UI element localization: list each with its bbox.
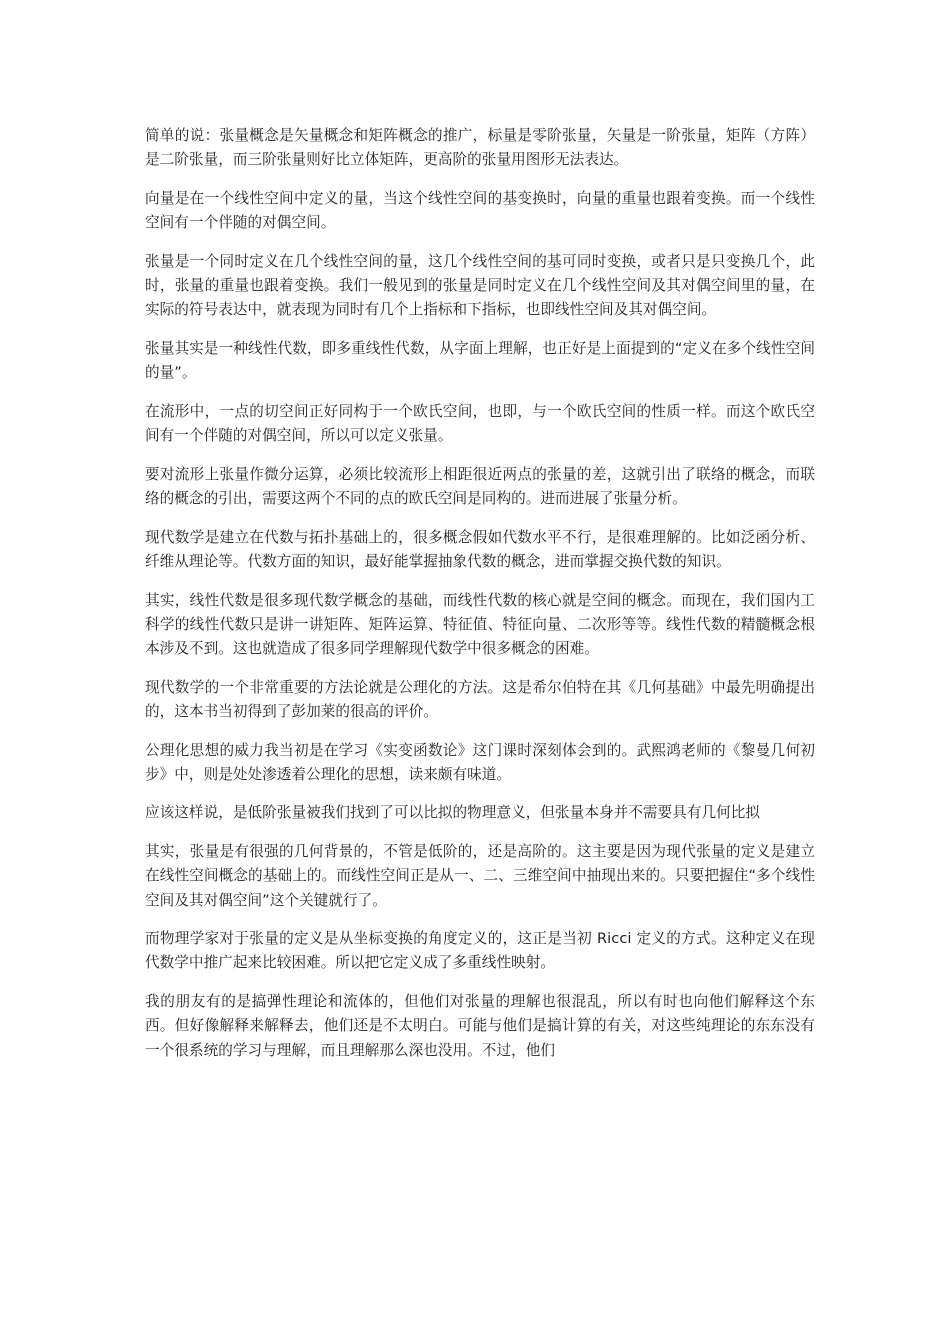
paragraph-4: 张量其实是一种线性代数，即多重线性代数，从字面上理解，也正好是上面提到的“定义在多个线性空间的量”。 (145, 339, 815, 382)
paragraph-5: 在流形中，一点的切空间正好同构于一个欧氏空间，也即，与一个欧氏空间的性质一样。而这个欧氏空间有一个伴随的对偶空间，所以可以定义张量。 (145, 402, 815, 445)
paragraph-13: 而物理学家对于张量的定义是从坐标变换的角度定义的，这正是当初 Ricci 定义的方式。这种定义在现代数学中推广起来比较困难。所以把它定义成了多重线性映射。 (145, 930, 815, 972)
paragraph-9: 现代数学的一个非常重要的方法论就是公理化的方法。这是希尔伯特在其《几何基础》中最先明确提出的，这本书当初得到了彭加莱的很高的评价。 (145, 678, 815, 720)
paragraph-12: 其实，张量是有很强的几何背景的，不管是低阶的，还是高阶的。这主要是因为现代张量的定义是建立在线性空间概念的基础上的。而线性空间正是从一、二、三维空间中抽现出来的。只要把握住“多个线性空间及其对偶空间”这个关键就行了。 (145, 843, 815, 909)
paragraph-14: 我的朋友有的是搞弹性理论和流体的，但他们对张量的理解也很混乱，所以有时也向他们解释这个东西。但好像解释来解释去，他们还是不太明白。可能与他们是搞计算的有关，对这些纯理论的东东没有一个很系统的学习与理解，而且理解那么深也没用。不过，他们 (145, 993, 815, 1059)
paragraph-1: 简单的说：张量概念是矢量概念和矩阵概念的推广，标量是零阶张量，矢量是一阶张量，矩阵（方阵）是二阶张量，而三阶张量则好比立体矩阵，更高阶的张量用图形无法表达。 (145, 127, 815, 169)
paragraph-7: 现代数学是建立在代数与拓扑基础上的，很多概念假如代数水平不行，是很难理解的。比如泛函分析、纤维从理论等。代数方面的知识，最好能掌握抽象代数的概念，进而掌握交换代数的知识。 (145, 528, 815, 570)
paragraph-11: 应该这样说，是低阶张量被我们找到了可以比拟的物理意义，但张量本身并不需要具有几何比拟 (145, 804, 761, 822)
paragraph-10: 公理化思想的威力我当初是在学习《实变函数论》这门课时深刻体会到的。武熙鸿老师的《黎曼几何初步》中，则是处处渗透着公理化的思想，读来颇有味道。 (145, 741, 815, 783)
paragraph-2: 向量是在一个线性空间中定义的量，当这个线性空间的基变换时，向量的重量也跟着变换。而一个线性空间有一个伴随的对偶空间。 (145, 189, 815, 232)
paragraph-3: 张量是一个同时定义在几个线性空间的量，这几个线性空间的基可同时变换，或者只是只变换几个，此时，张量的重量也跟着变换。我们一般见到的张量是同时定义在几个线性空间及其对偶空间里的量，在实际的符号表达中，就表现为同时有几个上指标和下指标，也即线性空间及其对偶空间。 (145, 252, 815, 319)
document-body (145, 124, 815, 1063)
paragraph-8: 其实，线性代数是很多现代数学概念的基础，而线性代数的核心就是空间的概念。而现在，我们国内工科学的线性代数只是讲一讲矩阵、矩阵运算、特征值、特征向量、二次形等等。线性代数的精髓概念根本涉及不到。这也就造成了很多同学理解现代数学中很多概念的困难。 (145, 591, 815, 657)
paragraph-6: 要对流形上张量作微分运算，必须比较流形上相距很近两点的张量的差，这就引出了联络的概念，而联络的概念的引出，需要这两个不同的点的欧氏空间是同构的。进而进展了张量分析。 (145, 465, 815, 507)
